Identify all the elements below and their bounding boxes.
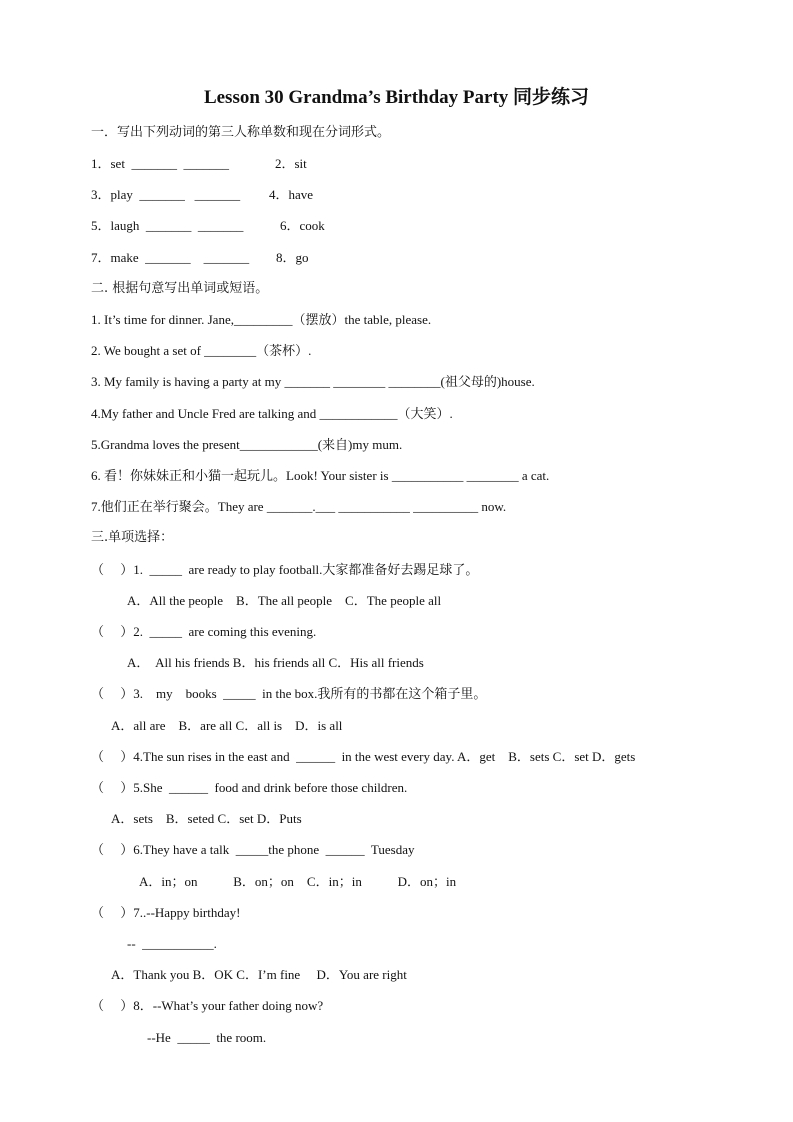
- mc-question-1: （ ）1. _____ are ready to play football.大家都准备好去踢足球了。: [91, 562, 479, 577]
- s2-item-5: 5.Grandma loves the present____________(来自)my mum.: [91, 437, 403, 452]
- mc-reply-7: -- ___________.: [127, 936, 217, 951]
- s2-item-6: 6. 看！你妹妹正和小猫一起玩儿。Look! Your sister is ___________ ________ a cat.: [91, 468, 550, 483]
- section2-heading: 二. 根据句意写出单词或短语。: [91, 281, 269, 296]
- s1-item-3: 3．play _______ _______: [91, 187, 241, 202]
- s2-item-3: 3. My family is having a party at my _______ ________ ________(祖父母的)house.: [91, 374, 535, 389]
- section3-heading: 三.单项选择：: [91, 530, 174, 545]
- mc-question-5: （ ）5.She ______ food and drink before those children.: [91, 780, 408, 795]
- s1-item-2: 2．sit: [275, 156, 307, 171]
- s2-item-7: 7.他们正在举行聚会。They are _______.___ ___________ __________ now.: [91, 499, 507, 514]
- s2-item-4: 4.My father and Uncle Fred are talking and ____________（大笑）.: [91, 406, 453, 421]
- mc-options-1: A．All the people B．The all people C．The people all: [127, 593, 442, 608]
- mc-question-6: （ ）6.They have a talk _____the phone ______ Tuesday: [91, 842, 415, 857]
- s1-item-8: 8．go: [276, 250, 309, 265]
- mc-options-5: A．sets B．seted C．set D．Puts: [111, 811, 302, 826]
- section1-heading: 一．写出下列动词的第三人称单数和现在分词形式。: [91, 125, 391, 140]
- s2-item-1: 1. It’s time for dinner. Jane,_________（摆放）the table, please.: [91, 312, 432, 327]
- s1-item-5: 5．laugh _______ _______: [91, 218, 244, 233]
- mc-question-3: （ ）3. my books _____ in the box.我所有的书都在这个箱子里。: [91, 686, 487, 701]
- mc-question-2: （ ）2. _____ are coming this evening.: [91, 624, 317, 639]
- s1-item-1: 1．set _______ _______: [91, 156, 229, 171]
- mc-question-4: （ ）4.The sun rises in the east and ______ in the west every day. A．get B．sets C．set D．gets: [91, 749, 636, 764]
- mc-options-3: A．all are B．are all C．all is D．is all: [111, 718, 343, 733]
- mc-options-6: A．in；on B．on；on C．in；in D．on；in: [139, 874, 457, 889]
- mc-reply-8: --He _____ the room.: [147, 1030, 267, 1045]
- mc-question-7: （ ）7..--Happy birthday!: [91, 905, 241, 920]
- s1-item-4: 4．have: [269, 187, 314, 202]
- page-title: Lesson 30 Grandma’s Birthday Party 同步练习: [203, 87, 590, 108]
- mc-options-7: A．Thank you B．OK C．I’m fine D．You are right: [111, 967, 407, 982]
- mc-options-2: A． All his friends B．his friends all C．His all friends: [127, 655, 424, 670]
- s1-item-6: 6．cook: [280, 218, 325, 233]
- s1-item-7: 7．make _______ _______: [91, 250, 250, 265]
- s2-item-2: 2. We bought a set of ________（茶杯）.: [91, 343, 312, 358]
- mc-question-8: （ ）8．--What’s your father doing now?: [91, 998, 324, 1013]
